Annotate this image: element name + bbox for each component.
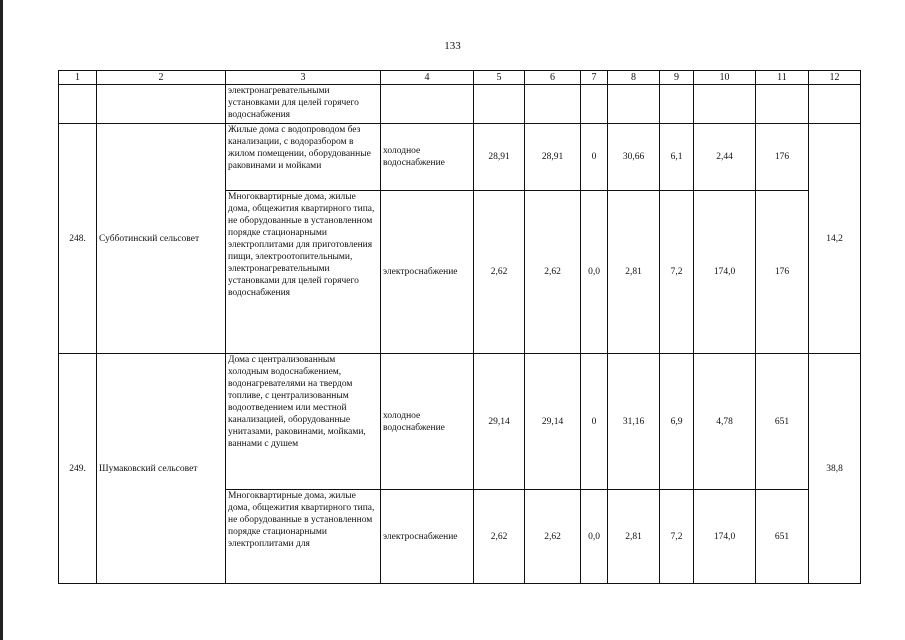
service-type: холодное водоснабжение xyxy=(381,124,474,191)
value-col-6: 28,91 xyxy=(525,124,581,191)
value-col-11: 651 xyxy=(756,490,809,584)
value-col-5: 2,62 xyxy=(474,191,525,354)
value-col-9: 6,1 xyxy=(660,124,694,191)
value-col-9: 6,9 xyxy=(660,354,694,490)
column-header: 5 xyxy=(474,71,525,85)
value-col-5: 28,91 xyxy=(474,124,525,191)
value-col-5: 2,62 xyxy=(474,490,525,584)
value-col-10: 4,78 xyxy=(694,354,756,490)
page-number: 133 xyxy=(444,40,461,52)
table-row xyxy=(59,124,861,191)
entry-number: 248. xyxy=(59,124,97,354)
table-row xyxy=(59,354,861,490)
value-col-6: 2,62 xyxy=(525,490,581,584)
column-header: 11 xyxy=(756,71,809,85)
service-type: электроснабжение xyxy=(381,191,474,354)
continuation-row xyxy=(59,85,861,124)
housing-description: электронагревательными установками для целей горячего водоснабжения xyxy=(226,85,381,124)
column-header: 10 xyxy=(694,71,756,85)
column-header: 4 xyxy=(381,71,474,85)
housing-description: Дома с централизованным холодным водоснабжением, водонагревателями на твердом топливе, с централизованным водоотведением или местной канализацией, оборудованные унитазами, раковинами, мойками, ваннами с душем xyxy=(226,354,381,490)
tariff-table xyxy=(58,70,861,584)
column-header: 8 xyxy=(608,71,660,85)
value-col-10: 174,0 xyxy=(694,490,756,584)
value-col-6: 29,14 xyxy=(525,354,581,490)
settlement-name: Субботинский сельсовет xyxy=(97,124,226,354)
value-col-11: 651 xyxy=(756,354,809,490)
value-col-7: 0 xyxy=(581,124,608,191)
value-col-11: 176 xyxy=(756,124,809,191)
service-type: холодное водоснабжение xyxy=(381,354,474,490)
value-col-10: 174,0 xyxy=(694,191,756,354)
column-header: 12 xyxy=(809,71,861,85)
value-col-6: 2,62 xyxy=(525,191,581,354)
value-col-7: 0 xyxy=(581,354,608,490)
service-type: электроснабжение xyxy=(381,490,474,584)
value-col-9: 7,2 xyxy=(660,490,694,584)
column-header: 1 xyxy=(59,71,97,85)
value-col-8: 2,81 xyxy=(608,490,660,584)
value-col-7: 0,0 xyxy=(581,490,608,584)
scan-left-edge xyxy=(0,0,3,640)
value-col-7: 0,0 xyxy=(581,191,608,354)
column-header: 9 xyxy=(660,71,694,85)
housing-description: Жилые дома с водопроводом без канализации, с водоразбором в жилом помещении, оборудованные раковинами и мойками xyxy=(226,124,381,191)
total-value: 38,8 xyxy=(809,354,861,584)
value-col-11: 176 xyxy=(756,191,809,354)
value-col-5: 29,14 xyxy=(474,354,525,490)
housing-description: Многоквартирные дома, жилые дома, общежития квартирного типа, не оборудованные в установленном порядке стационарными электроплитами для приготовления пищи, электроотопительными, электронагревательными установками для целей горячего водоснабжения xyxy=(226,191,381,354)
column-header: 6 xyxy=(525,71,581,85)
column-header: 2 xyxy=(97,71,226,85)
column-number-row xyxy=(59,71,861,85)
column-header: 7 xyxy=(581,71,608,85)
value-col-10: 2,44 xyxy=(694,124,756,191)
entry-number: 249. xyxy=(59,354,97,584)
value-col-9: 7,2 xyxy=(660,191,694,354)
value-col-8: 30,66 xyxy=(608,124,660,191)
value-col-8: 2,81 xyxy=(608,191,660,354)
column-header: 3 xyxy=(226,71,381,85)
settlement-name: Шумаковский сельсовет xyxy=(97,354,226,584)
value-col-8: 31,16 xyxy=(608,354,660,490)
housing-description: Многоквартирные дома, жилые дома, общежития квартирного типа, не оборудованные в установленном порядке стационарными электроплитами для xyxy=(226,490,381,584)
total-value: 14,2 xyxy=(809,124,861,354)
